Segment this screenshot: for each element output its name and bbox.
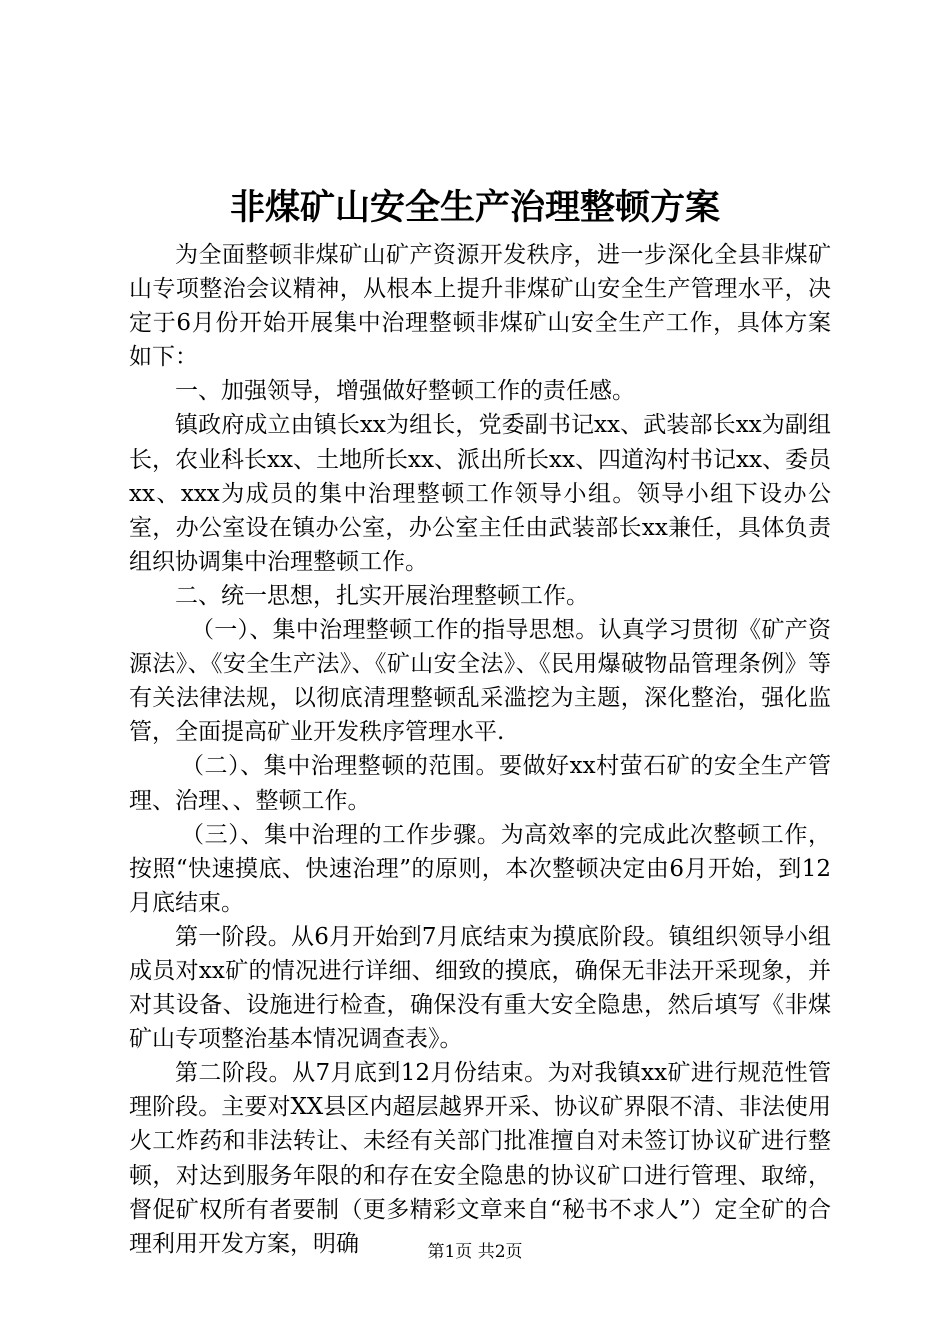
document-body <box>129 238 831 1261</box>
leadership-paragraph: 镇政府成立由镇长xx为组长，党委副书记xx、武装部长xx为副组长，农业科长xx、土地所长xx、派出所长xx、四道沟村书记xx、委员xx、xxx为成员的集中治理整顿工作领导小组。领导小组下设办公室，办公室设在镇办公室，办公室主任由武装部长xx兼任，具体负责组织协调集中治理整顿工作。 <box>129 412 831 575</box>
page-footer: 第1页 共2页 <box>427 1242 523 1262</box>
section-heading-2: 二、统一思想，扎实开展治理整顿工作。 <box>175 582 589 609</box>
scope-paragraph: （二）、集中治理整顿的范围。要做好xx村萤石矿的安全生产管理、治理、、整顿工作。 <box>129 753 831 814</box>
section-heading-1: 一、加强领导，增强做好整顿工作的责任感。 <box>175 378 635 405</box>
work-steps-paragraph: （三）、集中治理的工作步骤。为高效率的完成此次整顿工作，按照“快速摸底、快速治理”的原则，本次整顿决定由6月开始，到12月底结束。 <box>129 821 831 916</box>
phase-two-paragraph: 第二阶段。从7月底到12月份结束。为对我镇xx矿进行规范性管理阶段。主要对XX县区内超层越界开采、协议矿界限不清、非法使用火工炸药和非法转让、未经有关部门批准擅自对未签订协议矿进行整顿，对达到服务年限的和存在安全隐患的协议矿口进行管理、取缔，督促矿权所有者要制（更多精彩文章来自“秘书不求人”）定全矿的合理利用开发方案，明确 <box>129 1060 831 1257</box>
intro-paragraph: 为全面整顿非煤矿山矿产资源开发秩序，进一步深化全县非煤矿山专项整治会议精神，从根本上提升非煤矿山安全生产管理水平，决定于6月份开始开展集中治理整顿非煤矿山安全生产工作，具体方案如下： <box>129 242 831 371</box>
phase-one-paragraph: 第一阶段。从6月开始到7月底结束为摸底阶段。镇组织领导小组成员对xx矿的情况进行详细、细致的摸底，确保无非法开采现象，并对其设备、设施进行检查，确保没有重大安全隐患，然后填写《非煤矿山专项整治基本情况调查表》。 <box>129 923 831 1053</box>
document-title: 非煤矿山安全生产治理整顿方案 <box>229 187 720 228</box>
guiding-principle-paragraph: （一）、集中治理整顿工作的指导思想。认真学习贯彻《矿产资源法》、《安全生产法》、《矿山安全法》、《民用爆破物品管理条例》等有关法律法规，以彻底清理整顿乱采滥挖为主题，深化整治，强化监管，全面提高矿业开发秩序管理水平. <box>129 617 831 746</box>
